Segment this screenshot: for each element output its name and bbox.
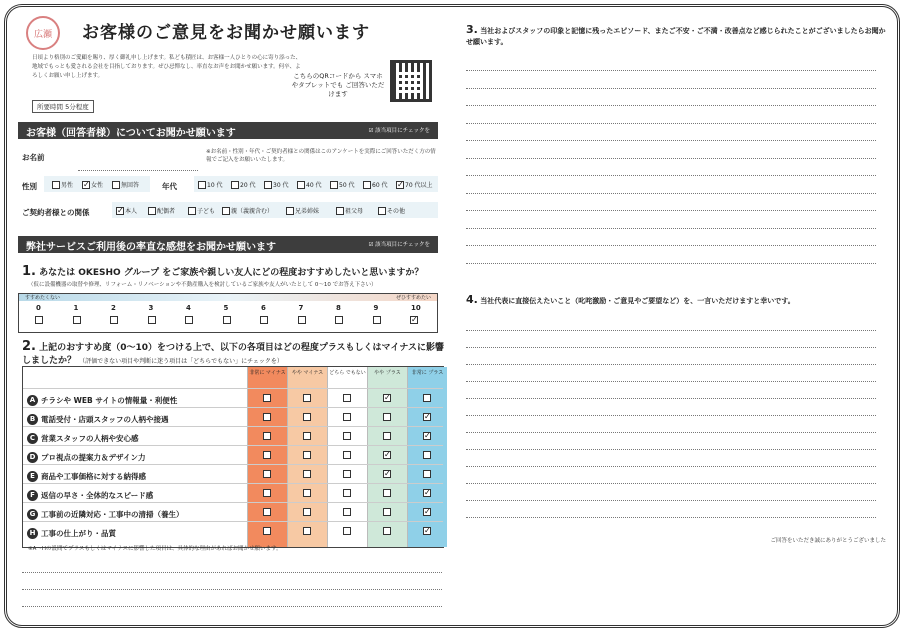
gender-option[interactable]	[112, 180, 139, 189]
scale-number: 8	[336, 304, 341, 312]
q3-number: 3.	[466, 23, 478, 36]
row-divider	[23, 426, 443, 427]
q2-footnote: ※A〜Hの設問でプラスもしくはマイナスに影響した項目は、具体的な理由があればお聞かせ願います。	[28, 546, 282, 552]
checkbox[interactable]	[231, 181, 239, 189]
q3-answer-line[interactable]	[466, 140, 876, 141]
rating-checkbox[interactable]	[343, 508, 351, 516]
q4-answer-line[interactable]	[466, 398, 876, 399]
age-option[interactable]	[330, 180, 355, 189]
gender-option[interactable]	[82, 180, 103, 189]
q3-answer-line[interactable]	[466, 158, 876, 159]
section1-note: ☑ 該当項目にチェックを	[368, 128, 430, 134]
checkbox[interactable]	[188, 207, 196, 215]
row-divider	[23, 445, 443, 446]
rating-checkbox[interactable]	[303, 470, 311, 478]
relation-option[interactable]	[148, 206, 175, 215]
impact-matrix	[22, 366, 444, 548]
rating-checkbox[interactable]: ✓	[424, 431, 431, 440]
option-label: 子ども	[197, 208, 216, 215]
option-label: 親（義親含む）	[231, 208, 274, 215]
checkbox[interactable]	[148, 207, 156, 215]
row-letter-badge: B	[27, 414, 38, 425]
checkbox[interactable]: ✓	[397, 179, 404, 189]
section1-header	[18, 122, 438, 139]
section1-title: お客様（回答者様）についてお聞かせ願います	[26, 128, 236, 139]
option-label: その他	[387, 208, 406, 215]
q4-answer-line[interactable]	[466, 449, 876, 450]
rating-checkbox[interactable]	[303, 527, 311, 535]
q1-number: 1.	[22, 264, 36, 279]
option-label: 50 代	[339, 182, 355, 189]
q4-number: 4.	[466, 293, 478, 306]
rating-checkbox[interactable]	[263, 527, 271, 535]
matrix-column-header: 非常に プラス	[411, 370, 444, 376]
option-label: 無回答	[121, 182, 140, 189]
scale-number: 5	[223, 304, 229, 312]
option-label: 10 代	[207, 182, 223, 189]
matrix-column	[247, 367, 287, 547]
q4-answer-line[interactable]	[466, 364, 876, 365]
matrix-column	[327, 367, 367, 547]
rating-checkbox[interactable]	[383, 508, 391, 516]
row-divider	[23, 388, 443, 389]
privacy-note: ※お名前・性別・年代・ご契約者様との関係はこのアンケートを実際にご回答いただく方の情報でご記入をお願いいたします。	[206, 149, 436, 163]
scale-number: 1	[73, 304, 79, 312]
rating-checkbox[interactable]: ✓	[384, 450, 391, 459]
scale-checkbox[interactable]	[148, 316, 156, 324]
relation-option[interactable]	[286, 206, 319, 215]
matrix-column-header: やや マイナス	[291, 370, 324, 376]
checkbox[interactable]	[112, 181, 120, 189]
row-label: 返信の早さ・全体的なスピード感	[41, 490, 154, 500]
gender-label: 性別	[22, 182, 37, 191]
row-label: 工事の仕上がり・品質	[41, 528, 116, 538]
checkbox[interactable]	[297, 181, 305, 189]
checkbox[interactable]: ✓	[117, 205, 124, 215]
scale-checkbox[interactable]	[110, 316, 118, 324]
option-label: 70 代以上	[405, 182, 433, 189]
rating-checkbox[interactable]	[423, 451, 431, 459]
rating-checkbox[interactable]	[303, 489, 311, 497]
q2-question	[22, 340, 448, 368]
option-label: 40 代	[306, 182, 322, 189]
q3-answer-line[interactable]	[466, 263, 876, 264]
matrix-column-header: やや プラス	[374, 370, 401, 376]
reason-line-2[interactable]	[22, 589, 442, 590]
q4-answer-line[interactable]	[466, 330, 876, 331]
name-label: お名前	[22, 153, 45, 162]
row-label: 電話受付・店頭スタッフの人柄や接遇	[41, 414, 169, 424]
option-label: 30 代	[273, 182, 289, 189]
relation-option[interactable]	[378, 206, 405, 215]
row-label: 商品や工事価格に対する納得感	[41, 471, 146, 481]
row-letter-badge: A	[27, 395, 38, 406]
section2-note: ☑ 該当項目にチェックを	[368, 242, 430, 248]
intro-text: 日頃より格別のご愛顧を賜り、厚く御礼申し上げます。私ども積匠は、お客様一人ひとりの心に寄り添った、地域でもっとも愛される会社を目指しております。ぜひ忌憚なし、率直なお声をお聞かせ願います。何卒、よろしくお願い申し上げます。	[32, 55, 302, 79]
recommend-scale	[18, 293, 438, 333]
q3-answer-line[interactable]	[466, 123, 876, 124]
rating-checkbox[interactable]	[423, 470, 431, 478]
q1-text: あなたは OKESHO グループ をご家族や親しい友人にどの程度おすすめしたいと思いますか？	[39, 268, 424, 278]
checkbox[interactable]	[198, 181, 206, 189]
scale-high-label: ぜひすすめたい	[395, 295, 431, 301]
name-field[interactable]	[78, 170, 198, 171]
row-letter-badge: E	[27, 471, 38, 482]
scale-number: 9	[373, 304, 379, 312]
matrix-row	[23, 524, 243, 542]
q4-question	[466, 294, 886, 307]
q4-answer-line[interactable]	[466, 517, 876, 518]
q1-question	[22, 264, 448, 279]
reason-line-3[interactable]	[22, 606, 442, 607]
q3-answer-line[interactable]	[466, 175, 876, 176]
rating-checkbox[interactable]	[263, 394, 271, 402]
rating-checkbox[interactable]	[303, 451, 311, 459]
matrix-column-header: どちら でもない	[329, 370, 366, 376]
section2-header	[18, 236, 438, 253]
scale-number: 10	[411, 304, 421, 312]
rating-checkbox[interactable]	[263, 470, 271, 478]
q3-answer-line[interactable]	[466, 193, 876, 194]
row-divider	[23, 502, 443, 503]
relation-option[interactable]	[116, 206, 137, 215]
checkbox[interactable]: ✓	[83, 179, 90, 189]
relation-option[interactable]	[336, 206, 363, 215]
option-label: 兄弟姉妹	[295, 208, 320, 215]
rating-checkbox[interactable]	[263, 508, 271, 516]
scale-number: 6	[261, 304, 266, 312]
rating-checkbox[interactable]	[303, 508, 311, 516]
checkbox[interactable]	[378, 207, 386, 215]
section2-title: 弊社サービスご利用後の率直な感想をお聞かせ願います	[26, 242, 276, 253]
option-label: 20 代	[240, 182, 256, 189]
age-option[interactable]	[297, 180, 322, 189]
rating-checkbox[interactable]: ✓	[424, 507, 431, 516]
scale-number: 4	[186, 304, 191, 312]
row-letter-badge: D	[27, 452, 38, 463]
rating-checkbox[interactable]	[343, 432, 351, 440]
scale-checkbox[interactable]	[298, 316, 306, 324]
q4-answer-line[interactable]	[466, 432, 876, 433]
rating-checkbox[interactable]: ✓	[384, 393, 391, 402]
q2-number: 2.	[22, 339, 36, 354]
q3-answer-line[interactable]	[466, 105, 876, 106]
rating-checkbox[interactable]	[343, 470, 351, 478]
rating-checkbox[interactable]	[343, 451, 351, 459]
age-label: 年代	[162, 182, 177, 191]
rating-checkbox[interactable]	[383, 489, 391, 497]
matrix-column-header: 非常に マイナス	[249, 370, 286, 376]
thanks-text: ご回答をいただき誠にありがとうございました	[770, 538, 886, 544]
matrix-column	[407, 367, 447, 547]
rating-checkbox[interactable]	[383, 413, 391, 421]
rating-checkbox[interactable]	[263, 432, 271, 440]
q4-answer-line[interactable]	[466, 483, 876, 484]
scale-checkbox[interactable]	[35, 316, 43, 324]
q4-answer-line[interactable]	[466, 415, 876, 416]
option-label: 祖父母	[345, 208, 364, 215]
scale-number: 3	[148, 304, 154, 312]
row-letter-badge: F	[27, 490, 38, 501]
option-label: 60 代	[372, 182, 388, 189]
age-option[interactable]	[264, 180, 289, 189]
row-letter-badge: H	[27, 528, 38, 539]
checkbox[interactable]	[336, 207, 344, 215]
row-label: プロ視点の提案力＆デザイン力	[41, 452, 146, 462]
rating-checkbox[interactable]: ✓	[424, 488, 431, 497]
rating-checkbox[interactable]	[343, 413, 351, 421]
age-option[interactable]	[396, 180, 433, 189]
age-option[interactable]	[363, 180, 388, 189]
scale-checkbox[interactable]	[223, 316, 231, 324]
q1-subtext: （仮に設備機器の取替や修理、リフォーム・リノベーションや不動産購入を検討しているご家族や友人がいたとして 0〜10 でお答え下さい）	[28, 282, 377, 288]
q4-answer-line[interactable]	[466, 466, 876, 467]
rating-checkbox[interactable]	[423, 394, 431, 402]
rating-checkbox[interactable]	[303, 413, 311, 421]
checkbox[interactable]	[264, 181, 272, 189]
scale-header	[19, 294, 437, 301]
checkbox[interactable]	[363, 181, 371, 189]
rating-checkbox[interactable]	[383, 527, 391, 535]
q4-answer-line[interactable]	[466, 500, 876, 501]
q3-answer-line[interactable]	[466, 245, 876, 246]
seal-stamp: 広瀬	[26, 16, 60, 50]
row-letter-badge: C	[27, 433, 38, 444]
rating-checkbox[interactable]	[303, 394, 311, 402]
rating-checkbox[interactable]	[383, 432, 391, 440]
row-label: 営業スタッフの人柄や安心感	[41, 433, 139, 443]
q4-answer-line[interactable]	[466, 381, 876, 382]
qr-code[interactable]	[390, 60, 432, 102]
row-divider	[23, 464, 443, 465]
scale-checkbox[interactable]: ✓	[411, 315, 418, 324]
q2-text: 上記のおすすめ度（0〜10）をつける上で、以下の各項目はどの程度プラスもしくはマイナスに影響しましたか？	[22, 343, 445, 366]
scale-number: 7	[298, 304, 304, 312]
rating-checkbox[interactable]	[263, 413, 271, 421]
age-option[interactable]	[198, 180, 223, 189]
rating-checkbox[interactable]: ✓	[424, 526, 431, 535]
q3-text: 当社およびスタッフの印象と記憶に残ったエピソード、またご不安・ご不満・改善点など感じられたことがございましたらお聞かせ願います。	[466, 27, 886, 46]
scale-number: 2	[111, 304, 116, 312]
rating-checkbox[interactable]	[343, 489, 351, 497]
row-divider	[23, 521, 443, 522]
q4-answer-line[interactable]	[466, 347, 876, 348]
q3-answer-line[interactable]	[466, 70, 876, 71]
checkbox[interactable]	[222, 207, 230, 215]
rating-checkbox[interactable]	[303, 432, 311, 440]
q3-answer-line[interactable]	[466, 210, 876, 211]
rating-checkbox[interactable]	[343, 527, 351, 535]
checkbox[interactable]	[52, 181, 60, 189]
age-option[interactable]	[231, 180, 256, 189]
rating-checkbox[interactable]	[343, 394, 351, 402]
checkbox[interactable]	[330, 181, 338, 189]
option-label: 配偶者	[157, 208, 176, 215]
scale-number: 0	[36, 304, 41, 312]
scale-low-label: すすめたくない	[25, 295, 61, 301]
q3-question	[466, 24, 886, 48]
reason-line-1[interactable]	[22, 572, 442, 573]
option-label: 女性	[91, 182, 104, 189]
checkbox[interactable]	[286, 207, 294, 215]
row-divider	[23, 407, 443, 408]
matrix-column	[287, 367, 327, 547]
relation-option[interactable]	[222, 206, 273, 215]
scale-checkbox[interactable]	[373, 316, 381, 324]
page-title: お客様のご意見をお聞かせ願います	[82, 23, 370, 43]
q3-answer-line[interactable]	[466, 88, 876, 89]
row-divider	[23, 483, 443, 484]
q3-answer-line[interactable]	[466, 228, 876, 229]
matrix-column	[367, 367, 407, 547]
row-label: チラシや WEB サイトの情報量・利便性	[41, 395, 178, 405]
scale-checkbox[interactable]	[185, 316, 193, 324]
rating-checkbox[interactable]: ✓	[424, 412, 431, 421]
gender-option[interactable]	[52, 180, 73, 189]
scale-checkbox[interactable]	[73, 316, 81, 324]
relation-label: ご契約者様との関係	[22, 208, 90, 217]
row-label: 工事前の近隣対応・工事中の清掃（養生）	[41, 509, 184, 519]
option-label: 男性	[61, 182, 74, 189]
option-label: 本人	[125, 208, 138, 215]
relation-option[interactable]	[188, 206, 215, 215]
rating-checkbox[interactable]: ✓	[384, 469, 391, 478]
rating-checkbox[interactable]	[263, 489, 271, 497]
scale-checkbox[interactable]	[260, 316, 268, 324]
time-label: 所要時間 5分程度	[32, 100, 94, 113]
q2-subtext: （評価できない項目や判断に迷う項目は「どちらでもない」にチェックを）	[79, 358, 283, 365]
qr-caption: こちらのQRコードから スマホやタブレットでも ご回答いただけます	[291, 72, 385, 98]
rating-checkbox[interactable]	[263, 451, 271, 459]
row-letter-badge: G	[27, 509, 38, 520]
scale-checkbox[interactable]	[335, 316, 343, 324]
q4-text: 当社代表に直接伝えたいこと（叱咤激励・ご意見やご要望など）を、一言いただけますと幸いです。	[480, 297, 795, 305]
